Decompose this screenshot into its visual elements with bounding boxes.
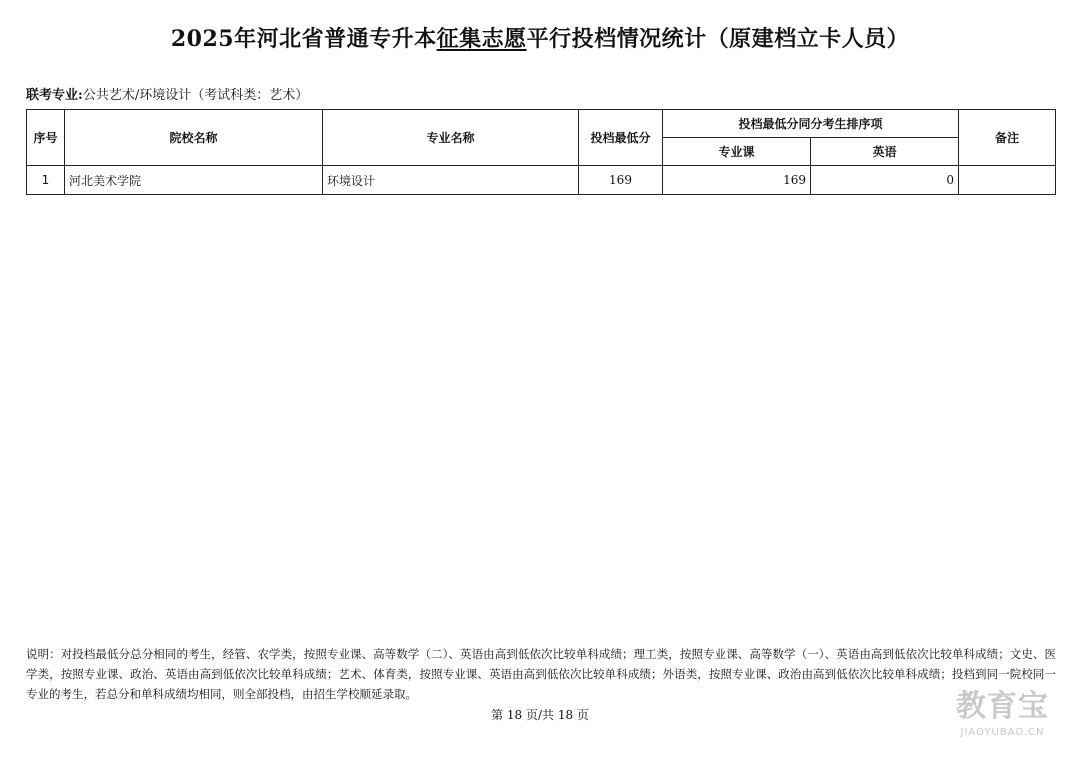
cell-min-score: 169	[579, 166, 663, 195]
cell-sub-professional: 169	[663, 166, 811, 195]
watermark-sub: JIAOYUBAO.CN	[960, 727, 1045, 738]
explanation-note: 说明：对投档最低分总分相同的考生，经管、农学类，按照专业课、高等数学（二）、英语由高到低依次比较单科成绩；理工类，按照专业课、高等数学（一）、英语由高到低依次比较单科成绩；文史、医学类，按照专业课、政治、英语由高到低依次比较单科成绩；艺术、体育类，按照专业课、英语由高到低依次比较单科成绩；外语类，按照专业课、政治由高到低依次比较单科成绩；投档到同一院校同一专业的考生，若总分和单科成绩均相同，则全部投档，由招生学校顺延录取。	[26, 647, 1056, 701]
title-part-2: 平行投档情况统计（原建档立卡人员）	[526, 26, 910, 52]
cell-seq: 1	[27, 166, 65, 195]
header-min-score: 投档最低分	[579, 110, 663, 166]
admission-table	[26, 109, 1056, 195]
major-value: 公共艺术/环境设计（考试科类：艺术）	[82, 88, 309, 103]
cell-sub-english: 0	[811, 166, 959, 195]
header-major: 专业名称	[323, 110, 579, 166]
cell-school: 河北美术学院	[65, 166, 323, 195]
page-title	[0, 22, 1080, 53]
header-school: 院校名称	[65, 110, 323, 166]
header-sub-professional: 专业课	[663, 138, 811, 166]
table-row	[27, 166, 1056, 195]
major-line	[26, 84, 308, 103]
watermark-logo	[945, 688, 1060, 748]
header-remark: 备注	[959, 110, 1056, 166]
watermark-main: 教育宝	[956, 689, 1049, 724]
title-underlined: 征集志愿	[436, 26, 527, 52]
header-tie-group: 投档最低分同分考生排序项	[663, 110, 959, 138]
title-part-1: 2025年河北省普通专升本	[170, 26, 437, 52]
cell-remark	[959, 166, 1056, 195]
page-number: 第 18 页/共 18 页	[491, 708, 589, 722]
header-sub-english: 英语	[811, 138, 959, 166]
cell-major: 环境设计	[323, 166, 579, 195]
major-label: 联考专业:	[26, 88, 83, 103]
header-seq: 序号	[27, 110, 65, 166]
